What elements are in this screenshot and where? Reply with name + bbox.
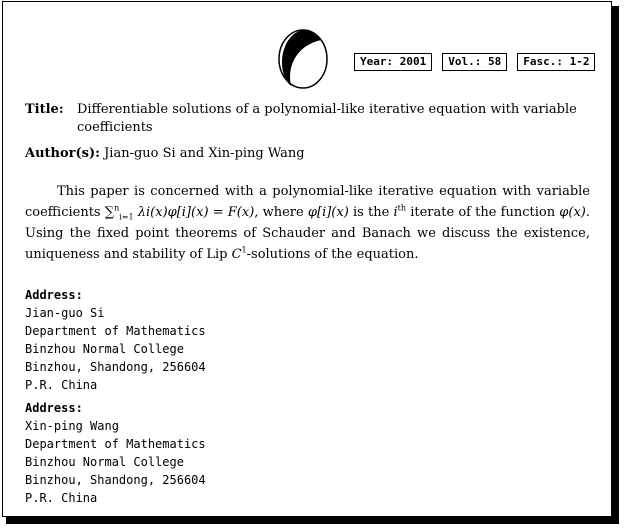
authors: Jian-guo Si and Xin-ping Wang — [104, 146, 305, 161]
address-block — [25, 286, 206, 394]
title-label: Title: — [25, 102, 64, 117]
address-block — [25, 399, 206, 507]
address-line: Binzhou, Shandong, 256604 — [25, 360, 206, 374]
sum-formula: ∑$^n_{i=1}$ λi(x)φ[i](x) = F(x) — [104, 203, 255, 222]
address-line: Xin-ping Wang — [25, 419, 119, 433]
paper-title: Differentiable solutions of a polynomial-like iterative equation with variable coefficients — [77, 102, 577, 135]
address-line: Jian-guo Si — [25, 306, 105, 320]
authors-label: Author(s): — [25, 146, 100, 161]
volume-badge: Vol.: 58 — [442, 53, 507, 71]
crescent-moon-logo — [277, 28, 329, 90]
function-symbol: φ(x) — [559, 205, 586, 220]
address-line: Binzhou, Shandong, 256604 — [25, 473, 206, 487]
abstract-paragraph: This paper is concerned with a polynomial-like iterative equation with variable coefficients ∑$^n_{i=1}$ λi(x)φ[i](x) = F(x), where φ[i](x) is the $i^{th}$ iterate of the function φ(x). Using the fixed point theorems of Schauder and Banach we discuss the existence, uniqueness and stability of Lip $C^1$-solutions of the equation. — [25, 184, 590, 262]
iterate-symbol: φ[i](x) — [307, 205, 349, 220]
fascicle-badge: Fasc.: 1-2 — [517, 53, 595, 71]
address-line: P.R. China — [25, 491, 98, 505]
address-line: Binzhou Normal College — [25, 455, 184, 469]
abstract — [25, 181, 590, 265]
address-line: Binzhou Normal College — [25, 342, 184, 356]
year-badge: Year: 2001 — [354, 53, 432, 71]
address-line: P.R. China — [25, 378, 98, 392]
address-line: Department of Mathematics — [25, 437, 206, 451]
address-header: Address: — [25, 401, 83, 415]
address-header: Address: — [25, 288, 83, 302]
card-shadow-right — [612, 6, 619, 523]
title-row — [25, 101, 590, 137]
authors-row — [25, 145, 305, 163]
address-line: Department of Mathematics — [25, 324, 206, 338]
card-shadow-bottom — [6, 517, 619, 524]
issue-badges — [354, 53, 595, 71]
